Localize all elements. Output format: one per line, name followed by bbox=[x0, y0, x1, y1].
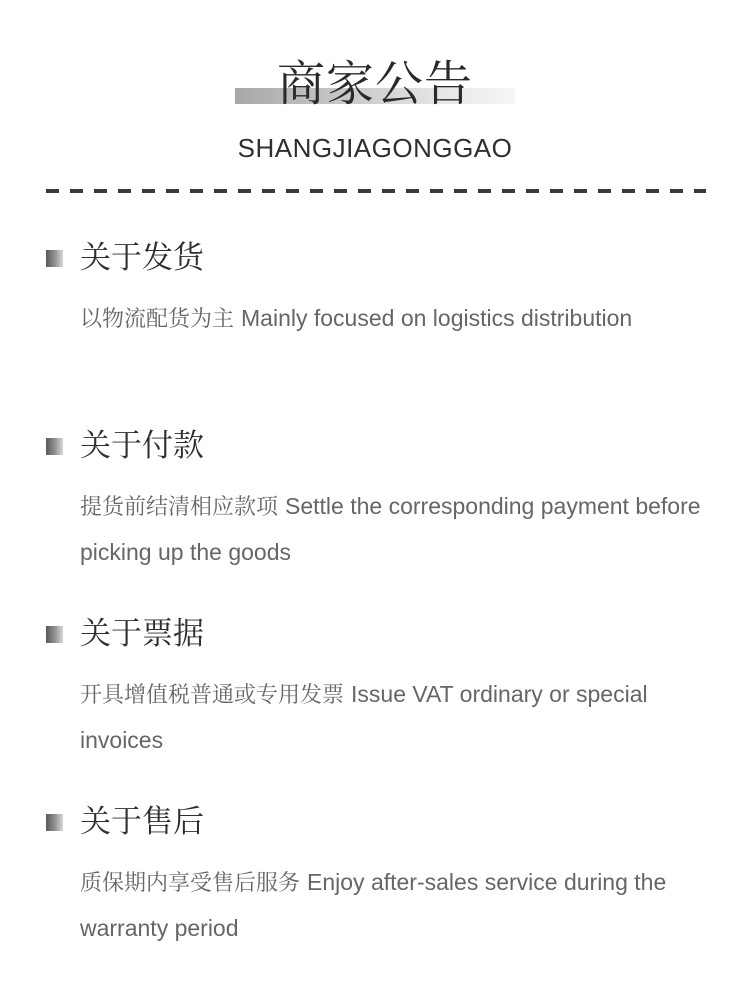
description-chinese: 开具增值税普通或专用发票 bbox=[80, 683, 345, 708]
dashed-divider bbox=[46, 189, 706, 193]
description-chinese: 质保期内享受售后服务 bbox=[80, 871, 301, 896]
description-english: Enjoy after-sales service during the warranty period bbox=[80, 869, 667, 941]
section-heading: 关于售后 bbox=[80, 804, 204, 840]
section-heading: 关于付款 bbox=[80, 428, 204, 464]
notice-header bbox=[0, 0, 750, 200]
section-description bbox=[80, 860, 710, 952]
square-bullet-icon bbox=[46, 250, 63, 267]
square-bullet-icon bbox=[46, 438, 63, 455]
description-english: Issue VAT ordinary or special invoices bbox=[80, 681, 648, 753]
description-english: Mainly focused on logistics distribution bbox=[241, 305, 633, 331]
page-title: 商家公告 bbox=[276, 56, 473, 112]
section-description bbox=[80, 484, 710, 576]
page-subtitle: SHANGJIAGONGGAO bbox=[237, 133, 513, 163]
section-heading: 关于发货 bbox=[80, 240, 204, 276]
section-description bbox=[80, 672, 710, 764]
square-bullet-icon bbox=[46, 814, 63, 831]
description-chinese: 以物流配货为主 bbox=[80, 307, 235, 332]
section-description bbox=[80, 296, 710, 342]
square-bullet-icon bbox=[46, 626, 63, 643]
description-chinese: 提货前结清相应款项 bbox=[80, 495, 279, 520]
description-english: Settle the corresponding payment before picking up the goods bbox=[80, 493, 701, 565]
section-heading: 关于票据 bbox=[80, 616, 204, 652]
